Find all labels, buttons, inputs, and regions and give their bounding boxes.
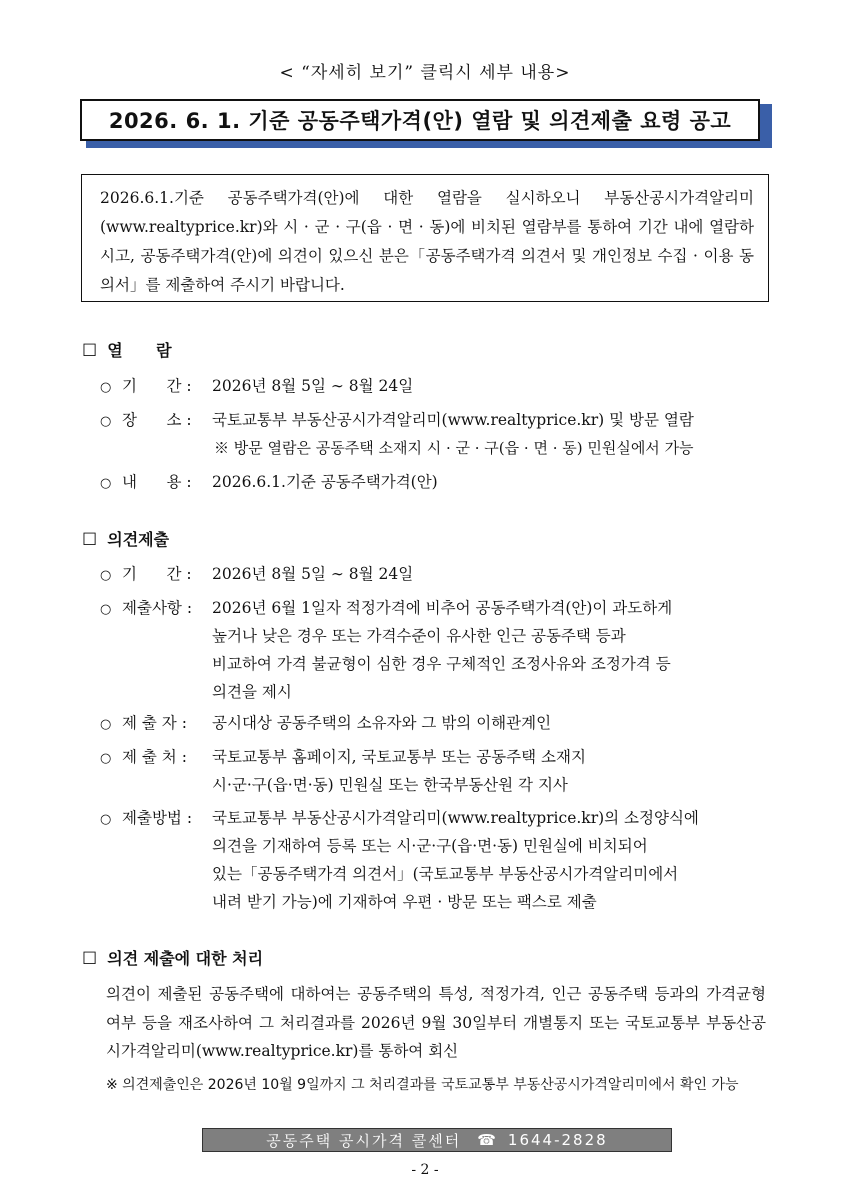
section-heading-submission	[82, 527, 169, 550]
item-line: 있는「공동주택가격 의견서」(국토교통부 부동산공시가격알리미에서	[212, 865, 679, 883]
item-line: 내려 받기 가능)에 기재하여 우편 · 방문 또는 팩스로 제출	[212, 893, 597, 911]
bullet-icon: ○	[100, 717, 112, 732]
bullet-icon: ○	[100, 414, 112, 429]
item-line: 2026년 6월 1일자 적정가격에 비추어 공동주택가격(안)이 과도하게	[212, 599, 673, 617]
section-heading-viewing	[82, 338, 172, 361]
top-note: < “자세히 보기” 클릭시 세부 내용>	[279, 63, 571, 83]
bullet-icon: ○	[100, 812, 112, 827]
list-item	[100, 406, 780, 457]
page-number: - 2 -	[411, 1162, 439, 1178]
item-line: ※ 방문 열람은 공동주택 소재지 시 · 군 · 구(읍 · 면 · 동) 민원실에서 가능	[214, 439, 694, 457]
bullet-icon: ○	[100, 751, 112, 766]
item-label: 제 출 자 :	[122, 714, 187, 732]
call-center-label: 공동주택 공시가격 콜센터	[266, 1131, 462, 1150]
item-line: 시·군·구(읍·면·동) 민원실 또는 한국부동산원 각 지사	[212, 776, 568, 794]
section-heading-text: 의견제출	[107, 530, 170, 549]
phone-number: 1644-2828	[507, 1131, 608, 1149]
item-line: 비교하여 가격 불균형이 심한 경우 구체적인 조정사유와 조정가격 등	[212, 655, 671, 673]
list-item	[100, 804, 780, 911]
intro-box: 2026.6.1.기준 공동주택가격(안)에 대한 열람을 실시하오니 부동산공시가격알리미(www.realtyprice.kr)와 시 · 군 · 구(읍 · 면 · 동)에 비치된 열람부를 통하여 기간 내에 열람하시고, 공동주택가격(안)에 의견이 있으신 분은「공동주택가격 의견서 및 개인정보 수집 · 이용 동의서」를 제출하여 주시기 바랍니다.	[81, 174, 769, 302]
list-item	[100, 709, 780, 739]
item-label: 제출방법 :	[122, 809, 193, 827]
item-line: 국토교통부 부동산공시가격알리미(www.realtyprice.kr) 및 방문 열람	[212, 411, 694, 429]
item-line: 의견을 기재하여 등록 또는 시·군·구(읍·면·동) 민원실에 비치되어	[212, 837, 648, 855]
checkbox-icon: ☐	[82, 949, 98, 969]
list-item	[100, 468, 780, 498]
page-title: 2026. 6. 1. 기준 공동주택가격(안) 열람 및 의견제출 요령 공고	[80, 99, 760, 141]
bullet-icon: ○	[100, 380, 112, 395]
item-line: 의견을 제시	[212, 683, 292, 701]
section-heading-text: 의견 제출에 대한 처리	[107, 949, 264, 968]
item-line: 2026년 8월 5일 ∼ 8월 24일	[212, 565, 414, 583]
item-line: 공시대상 공동주택의 소유자와 그 밖의 이해관계인	[212, 714, 552, 732]
item-line: 높거나 낮은 경우 또는 가격수준이 유사한 인근 공동주택 등과	[212, 627, 626, 645]
item-label: 기 간 :	[122, 565, 192, 583]
phone-icon: ☎	[477, 1131, 498, 1149]
section-heading-processing	[82, 946, 263, 969]
list-item	[100, 560, 780, 590]
bullet-icon: ○	[100, 568, 112, 583]
item-label: 기 간 :	[122, 377, 192, 395]
checkbox-icon: ☐	[82, 341, 98, 361]
item-label: 내 용 :	[122, 473, 192, 491]
list-item	[100, 372, 780, 402]
list-item	[100, 743, 780, 794]
processing-paragraph: 의견이 제출된 공동주택에 대하여는 공동주택의 특성, 적정가격, 인근 공동주택 등과의 가격균형 여부 등을 재조사하여 그 처리결과를 2026년 9월 30일부터 개별통지 또는 국토교통부 부동산공시가격알리미(www.realtyprice.kr)를 통하여 회신	[106, 985, 766, 1060]
checkbox-icon: ☐	[82, 530, 98, 550]
processing-note: ※ 의견제출인은 2026년 10월 9일까지 그 처리결과를 국토교통부 부동산공시가격알리미에서 확인 가능	[106, 1077, 739, 1093]
item-label: 제출사항 :	[122, 599, 193, 617]
call-center-bar	[202, 1128, 672, 1152]
bullet-icon: ○	[100, 602, 112, 617]
item-line: 2026년 8월 5일 ∼ 8월 24일	[212, 377, 414, 395]
section-heading-text: 열 람	[107, 341, 172, 360]
item-line: 국토교통부 홈페이지, 국토교통부 또는 공동주택 소재지	[212, 748, 586, 766]
item-label: 제 출 처 :	[122, 748, 187, 766]
item-line: 국토교통부 부동산공시가격알리미(www.realtyprice.kr)의 소정양식에	[212, 809, 699, 827]
bullet-icon: ○	[100, 476, 112, 491]
item-line: 2026.6.1.기준 공동주택가격(안)	[212, 473, 438, 491]
item-label: 장 소 :	[122, 411, 192, 429]
list-item	[100, 594, 780, 701]
